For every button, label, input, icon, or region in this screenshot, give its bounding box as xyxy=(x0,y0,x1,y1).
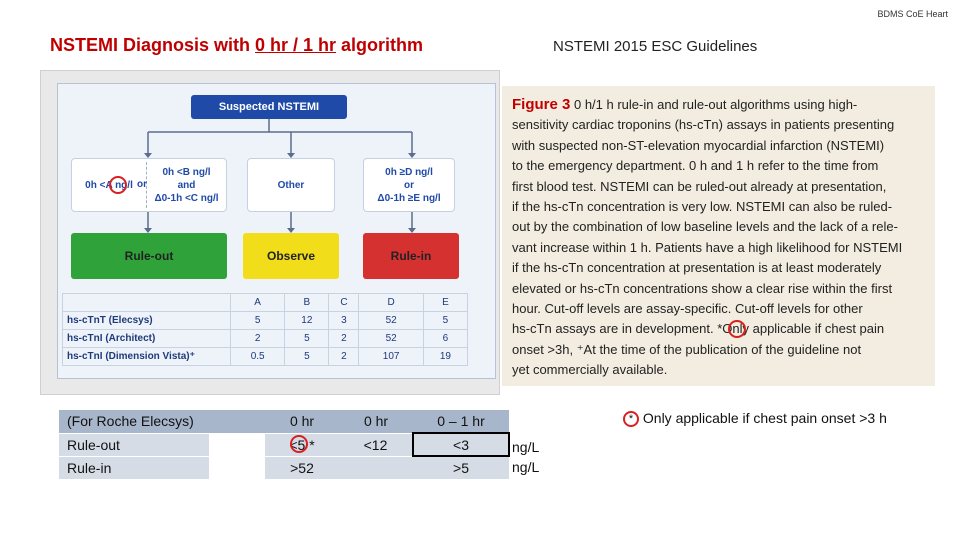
table-cell: 2 xyxy=(231,330,285,348)
col-header: D xyxy=(359,294,423,312)
table-cell: <12 xyxy=(339,433,413,456)
rule-in-criteria xyxy=(363,158,455,212)
table-cell: 5 xyxy=(231,312,285,330)
footnote-text: Only applicable if chest pain onset >3 h xyxy=(642,410,887,426)
row-label: Rule-out xyxy=(59,433,209,456)
title-prefix: NSTEMI Diagnosis with xyxy=(50,35,256,55)
table-cell: 52 xyxy=(359,312,423,330)
criteria-a-text: 0h <A ng/l xyxy=(85,179,133,191)
criteria-b xyxy=(146,162,226,208)
suspected-nstemi-box: Suspected NSTEMI xyxy=(191,95,347,119)
table-cell: 5 xyxy=(423,312,467,330)
summary-header: 0 hr xyxy=(265,410,339,433)
table-cell: 19 xyxy=(423,348,467,366)
table-cell: 2 xyxy=(329,348,359,366)
caption-line: out by the combination of low baseline levels and the lack of a rele- xyxy=(512,219,898,235)
table-row xyxy=(63,312,468,330)
col-header: E xyxy=(423,294,467,312)
caption-line: first blood test. NSTEMI can be ruled-out already at presentation, xyxy=(512,178,887,194)
guideline-title: NSTEMI 2015 ESC Guidelines xyxy=(553,38,758,55)
row-label: Rule-in xyxy=(59,456,209,479)
footnote-star: * xyxy=(623,411,639,427)
table-cell: 0.5 xyxy=(231,348,285,366)
highlight-ring xyxy=(290,435,308,453)
rule-in-line2: or xyxy=(404,179,414,191)
row-label: hs-cTnI (Architect) xyxy=(63,330,231,348)
col-header: A xyxy=(231,294,285,312)
summary-header: 0 – 1 hr xyxy=(413,410,509,433)
cutoff-table-header xyxy=(63,294,468,312)
caption-line: vant increase within 1 h. Patients have a high likelihood for NSTEMI xyxy=(512,239,903,255)
figure-label: Figure 3 xyxy=(512,96,571,113)
caption-line: hour. Cut-off levels are assay-specific. Cut-off levels for other xyxy=(512,301,863,317)
table-cell: 107 xyxy=(359,348,423,366)
summary-header-row xyxy=(59,410,509,433)
table-cell xyxy=(339,456,413,479)
summary-table xyxy=(59,410,510,480)
table-row xyxy=(63,348,468,366)
table-row xyxy=(59,456,509,479)
col-header: B xyxy=(285,294,329,312)
footnote xyxy=(623,410,887,427)
rule-in-line1: 0h ≥D ng/l xyxy=(385,166,433,178)
table-cell: 5 xyxy=(285,330,329,348)
col-header: C xyxy=(329,294,359,312)
table-cell: 3 xyxy=(329,312,359,330)
criteria-b-line2: and xyxy=(177,179,196,191)
table-cell: 12 xyxy=(285,312,329,330)
caption-line: sensitivity cardiac troponins (hs-cTn) assays in patients presenting xyxy=(512,117,895,133)
caption-line: onset >3h, ⁺At the time of the publication of the guideline not xyxy=(512,341,862,357)
title-suffix: algorithm xyxy=(336,35,424,55)
table-cell: <5 * xyxy=(265,433,339,456)
col-header xyxy=(63,294,231,312)
table-row xyxy=(59,433,509,456)
cutoff-table xyxy=(62,293,468,366)
table-cell: >52 xyxy=(265,456,339,479)
caption-line: hs-cTn assays are in development. *Only applicable if chest pain xyxy=(512,321,885,337)
observe-box: Observe xyxy=(243,233,339,279)
caption-line: with suspected non-ST-elevation myocardial infarction (NSTEMI) xyxy=(512,137,885,153)
table-cell: 2 xyxy=(329,330,359,348)
summary-header: 0 hr xyxy=(339,410,413,433)
caption-line: if the hs-cTn concentration at presentation is at least moderately xyxy=(512,260,882,276)
criteria-or: or xyxy=(137,179,148,190)
caption-line: elevated or hs-cTn concentrations show a clear rise within the first xyxy=(512,280,893,296)
highlight-ring xyxy=(728,320,746,338)
table-cell: 52 xyxy=(359,330,423,348)
rule-out-criteria xyxy=(71,158,227,212)
rule-in-line3: Δ0-1h ≥E ng/l xyxy=(377,192,441,204)
row-label: hs-cTnI (Dimension Vista)⁺ xyxy=(63,348,231,366)
summary-header: (For Roche Elecsys) xyxy=(59,410,209,433)
rule-in-box: Rule-in xyxy=(363,233,459,279)
caption-line: Figure 3 0 h/1 h rule-in and rule-out algorithms using high- xyxy=(512,96,858,113)
caption-line: to the emergency department. 0 h and 1 h refer to the time from xyxy=(512,158,879,174)
row-label: hs-cTnT (Elecsys) xyxy=(63,312,231,330)
observe-criteria: Other xyxy=(247,158,335,212)
title-underlined: 0 hr / 1 hr xyxy=(255,35,337,55)
unit-label: ng/L xyxy=(512,459,540,475)
caption-line: yet commercially available. xyxy=(512,362,668,378)
criteria-b-line1: 0h <B ng/l xyxy=(162,166,211,178)
criteria-b-line3: Δ0-1h <C ng/l xyxy=(154,192,219,204)
units xyxy=(512,437,539,477)
table-cell: 5 xyxy=(285,348,329,366)
table-cell: >5 xyxy=(413,456,509,479)
caption-line: if the hs-cTn concentration is very low. NSTEMI can also be ruled- xyxy=(512,199,893,215)
unit-label: ng/L xyxy=(512,439,540,455)
table-cell: <3 xyxy=(413,433,509,456)
corner-label: BDMS CoE Heart xyxy=(877,9,948,19)
rule-out-box: Rule-out xyxy=(71,233,227,279)
table-cell: 6 xyxy=(423,330,467,348)
highlight-ring xyxy=(109,176,127,194)
figure-caption xyxy=(502,86,935,386)
table-row xyxy=(63,330,468,348)
